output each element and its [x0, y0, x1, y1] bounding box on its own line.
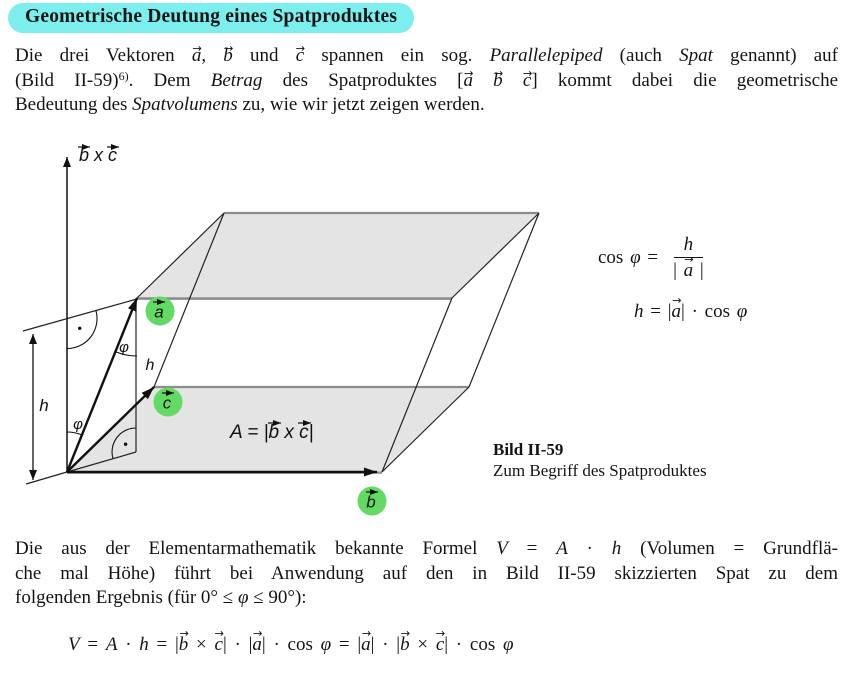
fraction-numerator: h — [674, 234, 704, 258]
body2-line-2: che mal Höhe) führt bei Anwendung auf den in Bild II-59 skizzierten Spat zu dem — [15, 562, 838, 584]
volume-formula: V = A · h = |→ b × → c| · |→ a| · cos φ = |→ a| · |→ b × → c| · cos φ — [68, 634, 513, 656]
body2-line-1: Die aus der Elementarmathematik bekannte Formel V = A · h (Volumen = Grundflä- — [15, 538, 838, 559]
edge-b-to-ab — [382, 298, 452, 472]
axis-label-bxc: b x c — [79, 145, 118, 165]
fraction — [667, 234, 710, 282]
phi-label-tip: φ — [119, 339, 129, 356]
parallelepiped-top-face — [137, 213, 539, 298]
vector-a-badge-label: a — [154, 302, 164, 322]
measure-top-line — [23, 299, 137, 331]
figure-caption — [493, 440, 707, 481]
intro-line-1: Die drei Vektoren → a, → b und → c spannen ein sog. Parallelepiped (auch Spat genannt) auf — [15, 44, 838, 69]
cos-phi-lhs: cos φ = — [598, 247, 659, 268]
h-label-inner: h — [145, 357, 155, 374]
vector-b-badge-label: b — [366, 492, 376, 512]
phi-label-origin: φ — [73, 416, 83, 433]
fraction-denominator: | → a | — [667, 258, 710, 282]
caption-subtitle: Zum Begriff des Spatproduktes — [493, 461, 707, 480]
area-label: A = |b x c| — [230, 422, 314, 443]
measure-bottom-line — [26, 472, 67, 484]
body-paragraph-2 — [15, 537, 838, 611]
right-angle-dot-axis — [78, 327, 81, 330]
h-label-left: h — [39, 396, 49, 415]
caption-title: Bild II-59 — [493, 440, 564, 459]
vector-c-badge-label: c — [162, 393, 172, 413]
body2-line-3: folgenden Ergebnis (für 0° ≤ φ ≤ 90°): — [15, 587, 307, 609]
h-formula: h = |→ a| · cos φ — [634, 301, 747, 323]
section-title: Geometrische Deutung eines Spatproduktes — [8, 3, 414, 33]
cos-phi-formula — [598, 234, 710, 282]
intro-line-2: (Bild II-59)$^{6)}$. Dem Betrag des Spatproduktes [→ a → b → c] kommt dabei die geometrische — [15, 69, 838, 94]
intro-line-3: Bedeutung des Spatvolumens zu, wie wir jetzt zeigen werden. — [15, 94, 485, 116]
right-angle-marker-axis — [67, 311, 97, 349]
right-angle-dot-base — [124, 443, 127, 446]
